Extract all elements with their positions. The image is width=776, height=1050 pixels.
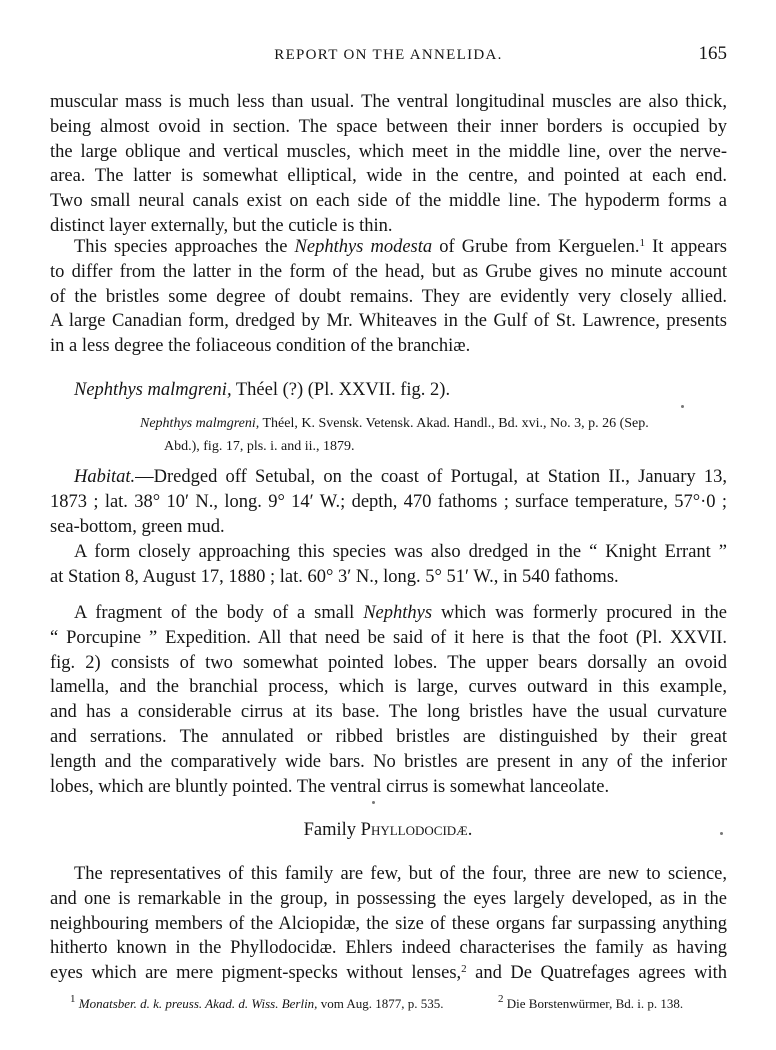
paragraph-habitat [50, 465, 727, 539]
text-line: eyes which are mere pigment-specks without lenses,$^2$ and De Quatrefages agrees with [50, 963, 727, 984]
text-line: A large Canadian form, dredged by Mr. Whiteaves in the Gulf of St. Lawrence, presents [50, 311, 727, 332]
text-line: and serrations. The annulated or ribbed bristles are distinguished by their great [50, 726, 727, 747]
text-line: and one is remarkable in the group, in possessing the eyes largely developed, as in the [50, 888, 727, 909]
paragraph-knight-errant [50, 540, 727, 590]
text-line: hitherto known in the Phyllodocidæ. Ehlers indeed characterises the family as having [50, 938, 727, 959]
reference-line: Nephthys malmgreni, Théel, K. Svensk. Vetensk. Akad. Handl., Bd. xvi., No. 3, p. 26 (Sep. [140, 416, 649, 431]
text-line: of the bristles some degree of doubt remains. They are evidently very closely allied. [50, 286, 727, 307]
species-reference [140, 412, 727, 458]
text-line: being almost ovoid in section. The space between their inner borders is occupied by [50, 116, 727, 137]
text-line: This species approaches the Nephthys modesta of Grube from Kerguelen.$^1$ It appears [74, 237, 727, 257]
text-line: fig. 2) consists of two somewhat pointed lobes. The upper bears dorsally an ovoid [50, 652, 727, 673]
text-line: “ Porcupine ” Expedition. All that need be said of it here is that the foot (Pl. XXVII. [50, 627, 727, 648]
paragraph-family [50, 862, 727, 986]
family-heading: Family Phyllodocidæ. [303, 820, 473, 840]
print-speck [372, 801, 375, 804]
footnote-ref: 2 [461, 963, 467, 976]
text-line: A form closely approaching this species was also dredged in the “ Knight Errant ” [74, 542, 727, 562]
page-header [50, 43, 727, 67]
text-line: in a less degree the foliaceous condition of the branchiæ. [50, 336, 471, 357]
running-title: REPORT ON THE ANNELIDA. [274, 47, 503, 63]
paragraph-fragment [50, 601, 727, 799]
taxon-name: Nephthys [363, 603, 433, 623]
text-line: distinct layer externally, but the cuticle is thin. [50, 215, 393, 236]
reference-line: Abd.), fig. 17, pls. i. and ii., 1879. [164, 439, 355, 454]
text-line: sea-bottom, green mud. [50, 516, 225, 537]
text-line: 1873 ; lat. 38° 10′ N., long. 9° 14′ W.; depth, 470 fathoms ; surface temperature, 57°·0 ; [50, 491, 727, 512]
text-line: to differ from the latter in the form of the head, but as Grube gives no minute account [50, 261, 727, 282]
text-line: Habitat.—Dredged off Setubal, on the coast of Portugal, at Station II., January 13, [74, 467, 727, 487]
text-line: The representatives of this family are few, but of the four, three are new to science, [74, 864, 727, 884]
paragraph-muscles [50, 90, 727, 239]
text-line: neighbouring members of the Alciopidæ, the size of these organs far surpassing anything [50, 913, 727, 934]
taxon-name: Nephthys modesta [294, 237, 433, 257]
text-line: muscular mass is much less than usual. The ventral longitudinal muscles are also thick, [50, 92, 727, 112]
page-number: 165 [698, 43, 727, 64]
species-heading: Nephthys malmgreni, Théel (?) (Pl. XXVII. fig. 2). [74, 380, 451, 400]
text-line: lamella, and the branchial process, which is large, curves outward in this example, [50, 677, 727, 698]
text-line: the large oblique and vertical muscles, which meet in the middle line, over the nerve- [50, 141, 727, 162]
text-line: lobes, which are bluntly pointed. The ventral cirrus is somewhat lanceolate. [50, 776, 610, 797]
paragraph-species-comparison [50, 235, 727, 359]
footnote-ref: 1 [639, 237, 645, 249]
text-line: and has a considerable cirrus at its base. The long bristles have the usual curvature [50, 702, 727, 723]
text-line: area. The latter is somewhat elliptical, wide in the centre, and pointed at each end. [50, 166, 727, 187]
footnote-2: $^2$ Die Borstenwürmer, Bd. i. p. 138. [498, 993, 684, 1011]
habitat-label: Habitat. [74, 467, 136, 487]
family-name: Phyllodocidæ. [360, 820, 473, 840]
text-line: at Station 8, August 17, 1880 ; lat. 60° 3′ N., long. 5° 51′ W., in 540 fathoms. [50, 566, 619, 587]
print-speck [720, 832, 723, 835]
text-line: A fragment of the body of a small Nephthys which was formerly procured in the [74, 603, 727, 623]
text-line: length and the comparatively wide bars. No bristles are present in any of the inferior [50, 751, 727, 772]
text-line: Two small neural canals exist on each side of the middle line. The hypoderm forms a [50, 191, 727, 212]
print-speck [681, 405, 684, 408]
footnote-1: $^1$ Monatsber. d. k. preuss. Akad. d. Wiss. Berlin, vom Aug. 1877, p. 535. [70, 993, 444, 1011]
